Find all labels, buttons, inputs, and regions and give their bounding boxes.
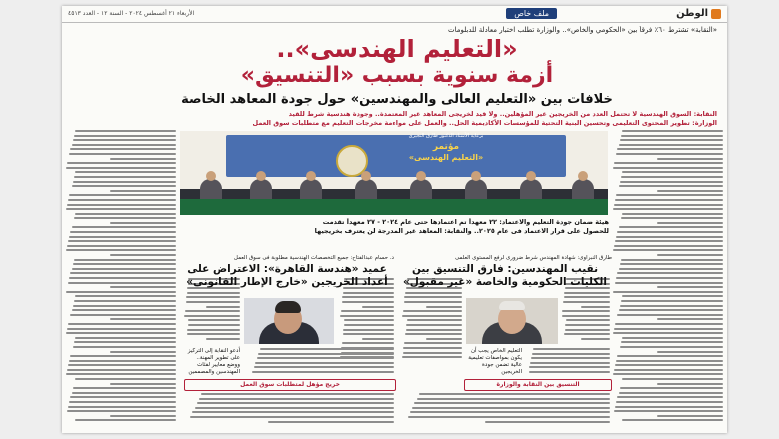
text-line <box>66 373 176 375</box>
text-line <box>186 296 240 298</box>
text-line <box>619 226 724 228</box>
text-line <box>110 383 176 385</box>
text-line <box>268 421 394 423</box>
photo-caption <box>179 218 609 236</box>
text-line <box>67 328 176 330</box>
text-line <box>69 360 176 362</box>
text-line <box>565 329 610 331</box>
text-line <box>616 236 723 238</box>
caption-line: هيئة ضمان جودة التعليم والاعتماد: ٢٢ معهداً تم اعتمادها حتى عام ٢٠٢٤ - ٢٧ معهداً تقدمت <box>322 218 609 226</box>
text-line <box>621 176 723 178</box>
text-column-mid-right <box>402 278 462 361</box>
article-kicker: «النقابة» تشترط ٦٠٪ فرقاً بين «الحكومي والخاص».. والوزارة تطلب اختبار معادلة للدبلومات <box>448 26 717 34</box>
text-line <box>342 301 394 303</box>
text-line <box>110 286 176 288</box>
text-line <box>403 352 462 354</box>
text-line <box>562 315 610 317</box>
newspaper-page <box>62 6 727 433</box>
portrait-syndicate-head <box>466 298 558 344</box>
text-line <box>206 306 240 308</box>
text-line <box>620 181 723 183</box>
text-line <box>188 319 240 321</box>
text-line <box>417 398 610 400</box>
text-line <box>564 292 610 294</box>
text-line <box>406 324 462 326</box>
text-line <box>426 338 462 340</box>
text-line <box>75 171 176 173</box>
text-line <box>69 153 176 155</box>
text-column-bottom-left <box>184 393 394 425</box>
text-line <box>414 402 610 404</box>
text-line <box>406 329 462 331</box>
text-line <box>254 366 394 368</box>
text-line <box>617 396 723 398</box>
text-line <box>530 362 610 364</box>
text-line <box>72 226 177 228</box>
dateline: الأربعاء ٢١ أغسطس ٢٠٢٤ - السنة ١٢ - العدد ٤٥١٣ <box>68 10 195 17</box>
text-line <box>74 176 176 178</box>
text-line <box>615 406 723 408</box>
text-line <box>566 319 610 321</box>
text-line <box>533 348 610 350</box>
text-line <box>340 315 394 317</box>
text-line <box>404 342 462 344</box>
text-line <box>68 199 176 201</box>
text-line <box>617 314 723 316</box>
text-line <box>405 333 462 335</box>
text-line <box>110 158 176 160</box>
text-line <box>614 204 723 206</box>
text-line <box>621 259 723 261</box>
text-line <box>362 338 394 340</box>
text-line <box>75 337 176 339</box>
text-line <box>622 171 723 173</box>
text-line <box>657 318 723 320</box>
text-line <box>187 333 240 335</box>
text-line <box>110 190 176 192</box>
text-line <box>73 181 176 183</box>
text-line <box>617 148 723 150</box>
text-line <box>617 231 723 233</box>
text-line <box>616 277 723 279</box>
text-line <box>619 185 724 187</box>
logo-text: الوطن <box>676 8 708 19</box>
text-line <box>186 301 240 303</box>
text-line <box>657 190 723 192</box>
text-line <box>403 310 462 312</box>
text-line <box>72 309 177 311</box>
text-line <box>72 144 177 146</box>
text-line <box>529 371 610 373</box>
text-line <box>407 319 462 321</box>
text-line <box>426 306 462 308</box>
text-line <box>529 366 610 368</box>
text-line <box>344 324 394 326</box>
text-line <box>614 245 723 247</box>
text-line <box>341 310 394 312</box>
text-line <box>619 144 724 146</box>
text-line <box>75 419 176 421</box>
text-line <box>73 387 176 389</box>
caption-line: للحصول على قرار الاعتماد فى عام ٢٠٢٥.. والنقابة: المعاهد غير المدرجة لن يعترف بخريجيها <box>314 227 609 235</box>
text-line <box>70 396 176 398</box>
text-line <box>187 329 240 331</box>
right-story-kicker: طارق النبراوى: شهادة المهندس شرط ضرورى لرفع المستوى العلمى <box>454 255 612 261</box>
text-line <box>620 387 723 389</box>
article-deck: خلافات بين «التعليم العالى والمهندسين» حول جودة المعاهد الخاصة <box>181 92 613 107</box>
text-line <box>69 401 176 403</box>
text-line <box>75 213 176 215</box>
text-line <box>657 222 723 224</box>
text-line <box>74 300 176 302</box>
text-line <box>615 364 723 366</box>
bullet-item: الوزارة: تطوير المحتوى التعليمى وتحسين البنية التحتية للمؤسسات الأكاديمية الحل.. والعمل على مواءمة مخرجات التعليم مع متطلبات سوق العمل <box>252 118 717 127</box>
text-line <box>581 338 610 340</box>
text-line <box>619 268 724 270</box>
text-line <box>408 416 610 418</box>
banner-title-2: «التعليم الهندسى» <box>408 153 484 162</box>
text-line <box>206 338 240 340</box>
text-line <box>615 282 723 284</box>
text-line <box>403 347 462 349</box>
text-line <box>620 346 723 348</box>
text-line <box>622 130 723 132</box>
text-line <box>616 153 723 155</box>
text-column-right <box>613 130 723 424</box>
text-line <box>66 208 176 210</box>
text-column-bottom-mid-2 <box>526 348 610 376</box>
text-line <box>185 310 240 312</box>
text-line <box>342 296 394 298</box>
text-line <box>657 286 723 288</box>
text-line <box>402 315 462 317</box>
text-line <box>110 351 176 353</box>
text-line <box>619 309 724 311</box>
text-line <box>66 167 176 169</box>
text-line <box>67 204 176 206</box>
text-line <box>110 318 176 320</box>
left-story-pull-quote: خريج مؤهل لمتطلبات سوق العمل <box>184 379 396 391</box>
text-line <box>617 272 723 274</box>
text-line <box>69 277 176 279</box>
text-line <box>613 373 723 375</box>
text-line <box>404 301 462 303</box>
text-line <box>404 296 462 298</box>
text-line <box>188 324 240 326</box>
text-line <box>70 272 176 274</box>
text-line <box>615 199 723 201</box>
text-line <box>73 305 176 307</box>
text-line <box>73 139 176 141</box>
text-line <box>621 300 723 302</box>
text-line <box>622 213 723 215</box>
text-line <box>72 185 177 187</box>
text-line <box>75 378 176 380</box>
text-line <box>621 135 723 137</box>
text-line <box>75 130 176 132</box>
text-line <box>70 231 176 233</box>
conference-photo <box>180 131 608 215</box>
text-line <box>260 348 394 350</box>
text-line <box>564 296 610 298</box>
text-line <box>622 419 723 421</box>
text-line <box>68 282 176 284</box>
text-line <box>70 314 176 316</box>
text-line <box>70 355 176 357</box>
text-line <box>67 245 176 247</box>
text-line <box>255 362 394 364</box>
text-line <box>342 342 394 344</box>
text-line <box>187 292 240 294</box>
text-line <box>419 393 610 395</box>
text-line <box>68 323 176 325</box>
text-line <box>68 406 176 408</box>
right-story-quote: التعليم الخاص يجب أن يكون بمواصفات تعليمية عالية تضمن جودة الخريجين <box>468 348 522 375</box>
left-story-kicker: د. حسام عبدالفتاح: جميع التخصصات الهندسية مطلوبة فى سوق العمل <box>233 255 394 261</box>
text-line <box>532 353 610 355</box>
text-line <box>74 259 176 261</box>
text-line <box>68 240 176 242</box>
text-line <box>412 407 610 409</box>
text-line <box>657 254 723 256</box>
text-line <box>565 324 610 326</box>
text-line <box>613 249 723 251</box>
text-line <box>110 222 176 224</box>
banner-title-1: مؤتمر <box>432 142 460 152</box>
text-line <box>564 333 610 335</box>
text-column-bottom-mid <box>248 348 394 376</box>
text-line <box>614 328 723 330</box>
text-line <box>657 351 723 353</box>
text-line <box>110 254 176 256</box>
text-line <box>192 411 394 413</box>
text-line <box>344 319 394 321</box>
text-line <box>619 392 724 394</box>
text-line <box>258 353 394 355</box>
text-line <box>66 332 176 334</box>
text-line <box>621 341 723 343</box>
text-line <box>66 291 176 293</box>
text-line <box>485 421 610 423</box>
right-story-pull-quote: التنسيق بين النقابة والوزارة <box>464 379 612 391</box>
right-story-headline: نقيب المهندسين: فارق التنسيق بين الكليات الحكومية والخاصة «غير مقبول» <box>403 263 607 288</box>
text-line <box>343 292 394 294</box>
text-line <box>73 346 176 348</box>
text-line <box>657 383 723 385</box>
bullet-item: النقابة: السوق الهندسية لا تحتمل العدد من الخريجين غير المؤهلين.. ولا قيد لخريجى المعاهد غير المعتمدة.. وجودة هندسية شرط للقيد <box>288 110 717 118</box>
text-line <box>73 263 176 265</box>
masthead-logo <box>676 8 721 19</box>
text-line <box>197 402 394 404</box>
text-line <box>531 357 610 359</box>
text-line <box>613 291 723 293</box>
text-line <box>190 416 394 418</box>
text-line <box>613 332 723 334</box>
text-line <box>405 292 462 294</box>
text-line <box>622 295 723 297</box>
text-line <box>410 411 610 413</box>
text-column-bottom-right <box>402 393 610 425</box>
text-line <box>68 364 176 366</box>
text-line <box>67 410 176 412</box>
text-line <box>614 410 723 412</box>
text-line <box>614 369 723 371</box>
text-line <box>657 415 723 417</box>
text-line <box>614 162 723 164</box>
text-line <box>617 355 723 357</box>
text-line <box>622 378 723 380</box>
text-line <box>67 162 176 164</box>
text-line <box>402 356 462 358</box>
text-line <box>72 268 177 270</box>
masthead-bar <box>62 6 727 23</box>
text-line <box>615 240 723 242</box>
text-line <box>563 301 610 303</box>
text-line <box>343 333 394 335</box>
left-story-headline: عميد «هندسة القاهرة»: الاعتراض على أعداد الخريجين «خارج الإطار القانونى» <box>186 263 388 288</box>
text-line <box>74 341 176 343</box>
text-line <box>110 415 176 417</box>
text-line <box>622 337 723 339</box>
section-tab: ملف خاص <box>506 8 557 19</box>
text-line <box>621 217 723 219</box>
text-line <box>257 357 394 359</box>
left-story-quote: أدعو النقابة إلى التركيز على تطوير المهنة.. ووضع معايير لفئات المهندسين والمصممين <box>187 348 240 375</box>
text-line <box>620 263 723 265</box>
text-line <box>70 148 176 150</box>
text-line <box>615 323 723 325</box>
text-line <box>657 158 723 160</box>
text-line <box>195 407 395 409</box>
logo-mark-icon <box>711 9 721 19</box>
text-line <box>201 393 394 395</box>
text-line <box>562 310 610 312</box>
text-line <box>613 167 723 169</box>
headline-line-2: أزمة سنوية بسبب «التنسيق» <box>240 63 554 88</box>
text-line <box>74 135 176 137</box>
text-line <box>343 329 394 331</box>
text-line <box>362 306 394 308</box>
text-line <box>616 401 723 403</box>
text-column-left <box>66 130 176 424</box>
text-line <box>620 305 723 307</box>
text-line <box>74 217 176 219</box>
text-line <box>72 392 177 394</box>
text-line <box>75 295 176 297</box>
portrait-dean <box>244 298 334 344</box>
table-cloth <box>180 199 608 215</box>
text-line <box>252 371 394 373</box>
text-line <box>199 398 394 400</box>
text-line <box>581 306 610 308</box>
text-line <box>67 369 176 371</box>
text-line <box>616 360 723 362</box>
article-bullets <box>77 110 717 127</box>
banner-patron: برعاية الأستاذ الدكتور طارق النجيرى <box>408 133 484 139</box>
conference-banner <box>226 135 566 177</box>
text-line <box>613 208 723 210</box>
text-line <box>69 194 176 196</box>
text-line <box>66 249 176 251</box>
headline-line-1: «التعليم الهندسى».. <box>276 35 518 63</box>
text-line <box>69 236 176 238</box>
text-line <box>616 194 723 196</box>
text-line <box>620 139 723 141</box>
text-line <box>184 315 240 317</box>
